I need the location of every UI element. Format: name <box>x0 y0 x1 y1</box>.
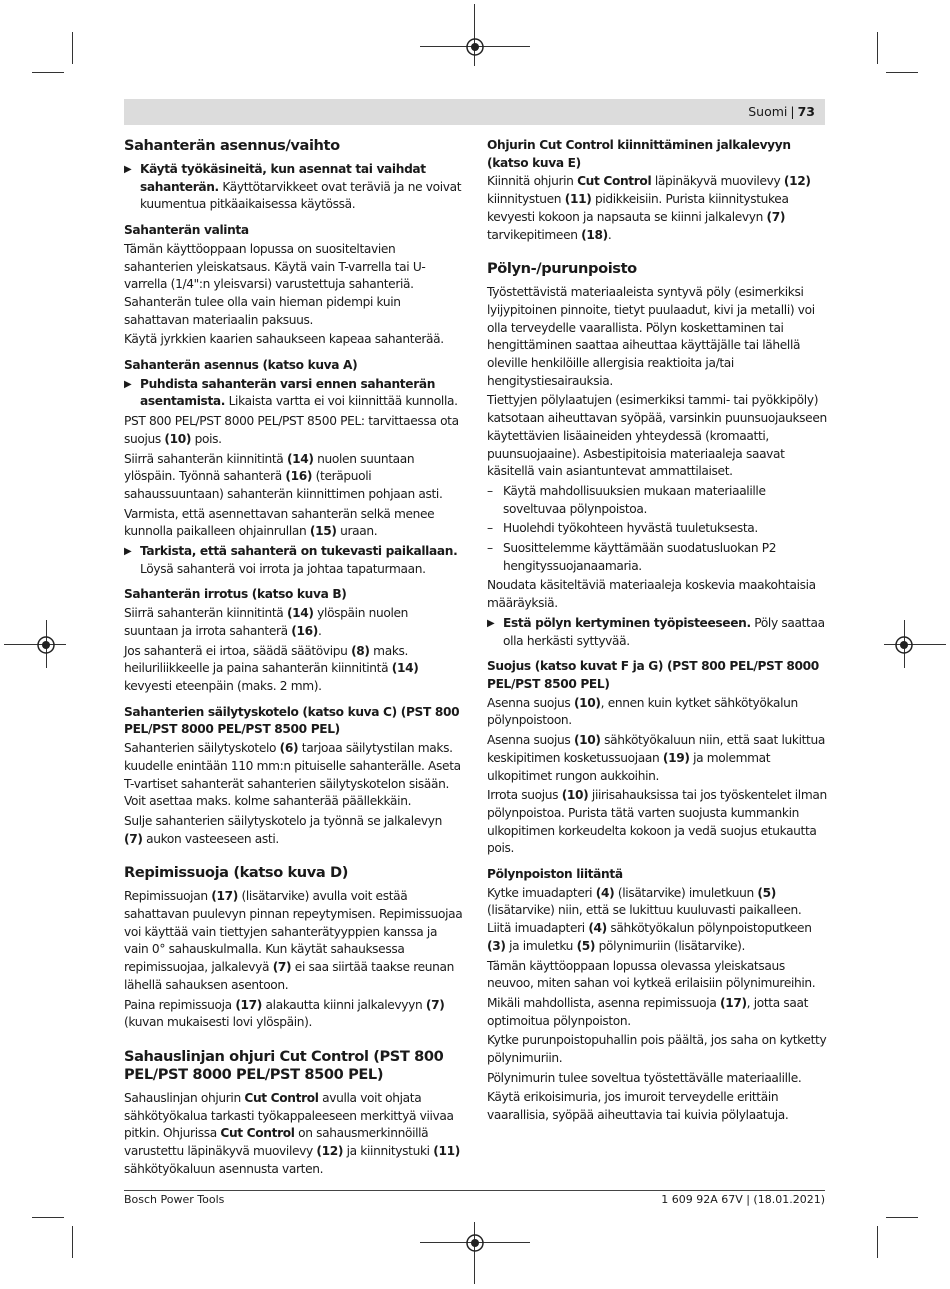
paragraph: Kiinnitä ohjurin Cut Control läpinäkyvä muovilevy (12) kiinnitystuen (11) pidikkeisiin. Purista kiinnitystukea kevyesti kokoon ja napsauta se kiinni jalkalevyn (7) tarvikepitimeen (18). <box>487 174 811 242</box>
paragraph: Varmista, että asennettavan sahanterän selkä menee kunnolla paikalleen ohjainrullan (15) uraan. <box>124 506 435 539</box>
section-title: Sahauslinjan ohjuri Cut Control (PST 800 PEL/PST 8000 PEL/PST 8500 PEL) <box>124 1047 444 1083</box>
registration-mark-top <box>464 36 486 58</box>
subsection-title: Suojus (katso kuvat F ja G) (PST 800 PEL/PST 8000 PEL/PST 8500 PEL) <box>487 659 819 691</box>
paragraph: Käytä jyrkkien kaarien sahaukseen kapeaa sahanterää. <box>124 332 444 347</box>
crop-mark-bottom-right <box>877 1226 878 1258</box>
paragraph: Repimissuojan (17) (lisätarvike) avulla voit estää sahattavan puulevyn pinnan repeytymisen. Repimissuojaa voi käyttää vain tiettyjen sahanterätyyppien kanssa ja vain 0° sahauskulmalla. Kun käytät sahauksessa repimissuojaa, jalkalevyä (7) ei saa siirtää taakse reunan lähellä sahauksen asentoon. <box>124 889 463 992</box>
paragraph: Paina repimissuoja (17) alakautta kiinni jalkalevyyn (7) (kuvan mukaisesti lovi ylöspäin). <box>124 997 445 1030</box>
warning-list <box>487 615 827 650</box>
registration-mark-right <box>893 634 915 656</box>
footer-divider <box>124 1190 825 1191</box>
paragraph: Siirrä sahanterän kiinnitintä (14) nuolen suuntaan ylöspäin. Työnnä sahanterä (16) (teräpuoli sahaussuuntaan) sahanterän kiinnittimen pohjaan asti. <box>124 451 443 501</box>
paragraph: Mikäli mahdollista, asenna repimissuoja (17), jotta saat optimoitua pölynpoiston. <box>487 995 809 1028</box>
left-column <box>124 137 464 1180</box>
paragraph: Tämän käyttöoppaan lopussa on suositeltavien sahanterien yleiskatsaus. Käytä vain T-varrella tai U-varrella (1/4":n yleisvarsi) varustettuja sahanteriä. Sahanterän tulee olla vain hieman pidempi kuin sahattavan materiaalin paksuus. <box>124 241 426 327</box>
crop-mark-top-left <box>72 32 73 64</box>
paragraph: Tiettyjen pölylaatujen (esimerkiksi tammi- tai pyökkipöly) katsotaan aiheuttavan syöpää, varsinkin puunsuojaukseen käytettävien lisäaineiden yhteydessä (kromaatti, puunsuojaaine). Asbestipitoisia materiaaleja saavat käsitellä vain asiantuntevat ammattilaiset. <box>487 393 827 479</box>
warning-list <box>124 543 464 578</box>
warning-list <box>124 161 464 214</box>
subsection-title: Sahanterän asennus (katso kuva A) <box>124 358 358 373</box>
right-column <box>487 137 827 1127</box>
dash-list <box>487 483 827 576</box>
subsection-title: Sahanterän irrotus (katso kuva B) <box>124 587 347 602</box>
warning-item: ▶ Käytä työkäsineitä, kun asennat tai vaihdat sahanterän. Käyttötarvikkeet ovat teräviä ja ne voivat kuumentua pitkäaikaisessa käytössä. <box>124 161 464 214</box>
crop-mark-bottom-left <box>72 1226 73 1258</box>
crop-mark-top-left-h <box>32 72 64 73</box>
paragraph: Sahauslinjan ohjurin Cut Control avulla voit ohjata sähkötyökalua tarkasti työkappaleeseen merkittyä viivaa pitkin. Ohjurissa Cut Control on sahausmerkinnöillä varustettu läpinäkyvä muovilevy (12) ja kiinnitystuki (11) sähkötyökaluun asennusta varten. <box>124 1090 460 1176</box>
paragraph: Kytke purunpoistopuhallin pois päältä, jos saha on kytketty pölynimuriin. <box>487 1033 827 1066</box>
paragraph: Asenna suojus (10), ennen kuin kytket sähkötyökalun pölynpoistoon. <box>487 695 798 728</box>
list-item: – Suosittelemme käyttämään suodatusluokan P2 hengityssuojanaamaria. <box>487 540 827 575</box>
subsection-title: Ohjurin Cut Control kiinnittäminen jalkalevyyn (katso kuva E) <box>487 138 791 170</box>
section-title: Pölyn-/purunpoisto <box>487 260 637 278</box>
paragraph: Asenna suojus (10) sähkötyökaluun niin, että saat lukittua keskipitimen kosketussuojaan (19) ja molemmat ulkopitimet rungon aukkoihin. <box>487 733 825 783</box>
list-item: – Käytä mahdollisuuksien mukaan materiaalille soveltuvaa pölynpoistoa. <box>487 483 827 518</box>
page-label: Suomi | 73 <box>748 104 815 119</box>
paragraph: Työstettävistä materiaaleista syntyvä pöly (esimerkiksi lyijypitoinen pinnoite, tietyt puulaadut, kivi ja metalli) voi olla terveydelle vaarallista. Pölyn koskettaminen tai hengittäminen saattaa aiheuttaa käyttäjälle tai lähellä oleville henkilöille allergisia reaktioita ja/tai hengitystiesairauksia. <box>487 285 815 388</box>
page-header <box>124 99 825 125</box>
footer-doc-id: 1 609 92A 67V | (18.01.2021) <box>661 1193 825 1206</box>
subsection-title: Sahanterien säilytyskotelo (katso kuva C) (PST 800 PEL/PST 8000 PEL/PST 8500 PEL) <box>124 704 460 737</box>
warning-item: ▶ Puhdista sahanterän varsi ennen sahanterän asentamista. Likaista vartta ei voi kiinnittää kunnolla. <box>124 376 464 411</box>
subsection-title: Sahanterän valinta <box>124 223 249 238</box>
paragraph: Noudata käsiteltäviä materiaaleja koskevia maakohtaisia määräyksiä. <box>487 578 816 611</box>
registration-mark-bottom <box>464 1232 486 1254</box>
paragraph: Sulje sahanterien säilytyskotelo ja työnnä se jalkalevyn (7) aukon vasteeseen asti. <box>124 813 443 846</box>
paragraph: Sahanterien säilytyskotelo (6) tarjoaa säilytystilan maks. kuudelle enintään 110 mm:n pituiselle sahanterälle. Aseta T-vartiset sahanterät sahanterien säilytyskotelon sisään. Voit asettaa maks. kolme sahanterää päällekkäin. <box>124 741 461 809</box>
paragraph: Kytke imuadapteri (4) (lisätarvike) imuletkuun (5) (lisätarvike) niin, että se lukittuu kuuluvasti paikalleen. Liitä imuadapteri (4) sähkötyökalun pölynpoistoputkeen (3) ja imuletku (5) pölynimuriin (lisätarvike). <box>487 885 812 953</box>
crop-mark-top-right-h <box>886 72 918 73</box>
paragraph: Siirrä sahanterän kiinnitintä (14) ylöspäin nuolen suuntaan ja irrota sahanterä (16). <box>124 606 409 638</box>
footer-publisher: Bosch Power Tools <box>124 1193 225 1206</box>
warning-item: ▶ Tarkista, että sahanterä on tukevasti paikallaan. Löysä sahanterä voi irrota ja johtaa tapaturmaan. <box>124 543 464 578</box>
warning-list <box>124 376 464 411</box>
header-language: Suomi <box>748 104 788 119</box>
crop-mark-bottom-right-h <box>886 1217 918 1218</box>
paragraph: Käytä erikoisimuria, jos imuroit terveydelle erittäin vaarallisia, syöpää aiheuttavia tai kuivia pölylaatuja. <box>487 1090 789 1123</box>
section-title: Repimissuoja (katso kuva D) <box>124 864 349 882</box>
list-item: – Huolehdi työkohteen hyvästä tuuletuksesta. <box>487 520 827 538</box>
paragraph: Irrota suojus (10) jiirisahauksissa tai jos työskentelet ilman pölynpoistoa. Purista tätä varten suojusta kummankin ulkopitimen korkeudelta kokoon ja vedä suojus etukautta pois. <box>487 788 827 856</box>
subsection-title: Pölynpoiston liitäntä <box>487 867 623 882</box>
section-title: Sahanterän asennus/vaihto <box>124 137 340 154</box>
warning-item: ▶ Estä pölyn kertyminen työpisteeseen. Pöly saattaa olla herkästi syttyvää. <box>487 615 827 650</box>
registration-mark-left <box>35 634 57 656</box>
page-number: 73 <box>797 104 815 119</box>
crop-mark-top-right <box>877 32 878 64</box>
paragraph: PST 800 PEL/PST 8000 PEL/PST 8500 PEL: tarvittaessa ota suojus (10) pois. <box>124 414 459 446</box>
paragraph: Jos sahanterä ei irtoa, säädä säätövipu (8) maks. heiluriliikkeelle ja paina sahanterän kiinnitintä (14) kevyesti eteenpäin (maks. 2 mm). <box>124 643 419 693</box>
paragraph: Tämän käyttöoppaan lopussa olevassa yleiskatsaus neuvoo, miten sahan voi kytkeä erilaisiin pölynimureihin. <box>487 958 816 991</box>
paragraph: Pölynimurin tulee soveltua työstettävälle materiaalille. <box>487 1070 802 1085</box>
crop-mark-bottom-left-h <box>32 1217 64 1218</box>
